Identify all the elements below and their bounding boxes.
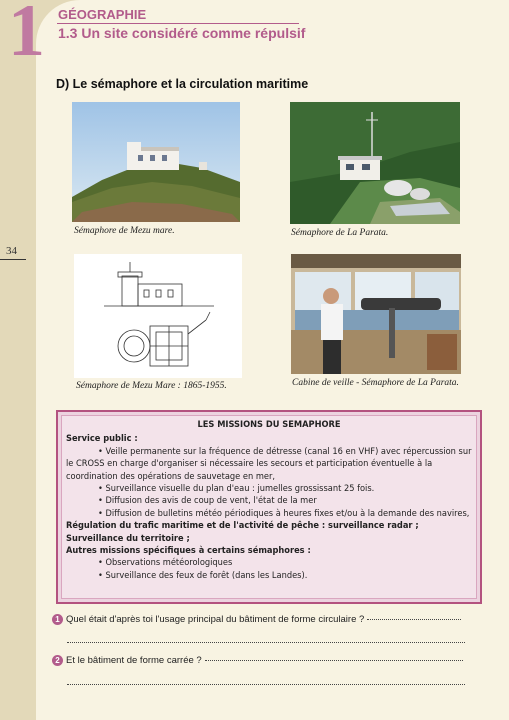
photo-caption-1: Sémaphore de Mezu mare.: [74, 226, 175, 236]
autres-heading: Autres missions spécifiques à certains sémaphores :: [66, 545, 311, 557]
mission-item: • Veille permanente sur la fréquence de détresse (canal 16 en VHF) avec répercussion sur le CROSS en charge d'organiser si nécessaire les secours et participation éventuelle à la coordination des opérations de sauvetage en mer,: [66, 445, 472, 482]
mission-item: • Surveillance visuelle du plan d'eau : jumelles grossissant 25 fois.: [98, 483, 375, 495]
lesson-number: 1.3: [58, 25, 78, 41]
photo-caption-4: Cabine de veille - Sémaphore de La Parata.: [292, 378, 459, 388]
header-rule: [57, 23, 299, 24]
question-2: [52, 655, 463, 666]
answer-line[interactable]: [367, 619, 461, 620]
answer-line[interactable]: [205, 660, 463, 661]
page-number: 34: [6, 245, 17, 257]
mission-item: • Diffusion de bulletins météo périodiques à heures fixes et/ou à la demande des navires,: [98, 507, 470, 519]
lesson-title-text: Un site considéré comme répulsif: [81, 25, 306, 41]
question-text: Et le bâtiment de forme carrée ?: [66, 655, 202, 666]
answer-line[interactable]: [67, 642, 465, 643]
missions-box-text: [66, 419, 472, 582]
question-1: [52, 614, 461, 625]
mission-item: • Diffusion des avis de coup de vent, l'état de la mer: [98, 495, 317, 507]
regulation-heading: Régulation du trafic maritime et de l'activité de pêche : surveillance radar ;: [66, 520, 419, 532]
mission-item: • Surveillance des feux de forêt (dans les Landes).: [98, 569, 308, 581]
photo-la-parata: [290, 102, 460, 224]
lesson-title: [58, 25, 305, 41]
subject-title: GÉOGRAPHIE: [58, 7, 147, 22]
question-number-badge: 2: [52, 655, 63, 666]
missions-title: LES MISSIONS DU SEMAPHORE: [197, 419, 341, 430]
service-public-heading: Service public :: [66, 433, 138, 445]
missions-box: [56, 410, 482, 604]
section-title: D) Le sémaphore et la circulation maritime: [56, 77, 309, 91]
photo-cabine-de-veille: [291, 254, 461, 374]
mission-item: • Observations météorologiques: [98, 557, 233, 569]
photo-mezu-mare: [72, 102, 240, 222]
drawing-mezu-mare-plan: [74, 254, 242, 378]
photo-caption-2: Sémaphore de La Parata.: [291, 228, 389, 238]
answer-line[interactable]: [67, 684, 465, 685]
question-number-badge: 1: [52, 614, 63, 625]
photo-caption-3: Sémaphore de Mezu Mare : 1865-1955.: [76, 381, 227, 391]
page-number-rule: [0, 259, 26, 260]
question-text: Quel était d'après toi l'usage principal du bâtiment de forme circulaire ?: [66, 614, 365, 625]
surveillance-heading: Surveillance du territoire ;: [66, 532, 190, 544]
chapter-number: 1: [8, 0, 45, 72]
